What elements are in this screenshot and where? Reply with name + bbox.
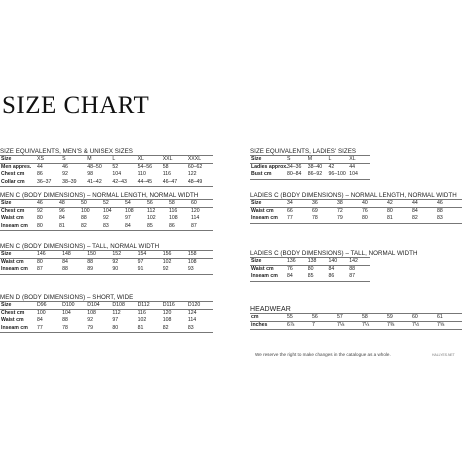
table-cell: 81	[138, 325, 163, 333]
table-cell: 7	[312, 322, 337, 330]
table-cell: 83	[188, 325, 213, 333]
table-cell: 7⅝	[437, 322, 462, 330]
table-cell: 156	[163, 251, 188, 259]
row-label: cm	[250, 314, 287, 322]
table-row	[0, 215, 213, 222]
table-cell: 112	[147, 208, 156, 215]
table-cell: 158	[188, 251, 213, 259]
row-label: Inseam cm	[250, 215, 287, 223]
table-cell: D96	[37, 302, 62, 310]
section-title: LADIES C (BODY DIMENSIONS) – TALL, NORMAL WIDTH	[250, 250, 418, 257]
table-header-row	[0, 156, 213, 164]
table-cell: 48–49	[188, 179, 213, 187]
table-cell: 97	[112, 317, 119, 324]
table-cell: 86	[169, 223, 191, 231]
section-title: SIZE EQUIVALENTS, MEN'S & UNISEX SIZES	[0, 148, 133, 155]
table-cell: 40	[362, 200, 387, 208]
table-cell: D116	[163, 302, 188, 310]
table-header-row	[250, 258, 370, 266]
table-cell: 7¼	[362, 322, 387, 330]
table-cell: 97	[125, 215, 131, 222]
table-cell: 80	[387, 208, 393, 215]
table-cell: 42	[328, 164, 335, 171]
table-cell: 48	[59, 200, 81, 208]
table-cell: D104	[87, 302, 112, 310]
row-label: Size	[250, 156, 287, 164]
table-cell: 104	[62, 310, 71, 317]
table-cell: 66	[287, 208, 293, 215]
table-cell: 78	[312, 215, 337, 223]
table-cell: XL	[138, 156, 163, 164]
table-cell: 79	[87, 325, 112, 333]
table-row	[0, 310, 213, 318]
table-cell: 100	[37, 310, 46, 317]
table-cell: 108	[187, 259, 197, 266]
table-cell: 80	[362, 215, 387, 223]
table-cell: 84	[412, 208, 418, 215]
table-cell: 58	[162, 164, 169, 171]
table-cell: 88	[81, 215, 87, 222]
section-headwear	[250, 306, 462, 330]
table-cell: 88	[62, 266, 87, 274]
table-cell: 7⅛	[337, 322, 362, 330]
table-cell: 34–36	[287, 164, 302, 171]
table-row	[0, 208, 213, 216]
table-cell: 110	[137, 171, 146, 178]
table-cell: 52	[103, 200, 125, 208]
table-cell: 86	[37, 171, 43, 178]
table-cell: 146	[37, 251, 62, 259]
table-cell: 120	[191, 208, 200, 215]
section-men-d-short-wide	[0, 294, 213, 333]
table-cell: 122	[187, 171, 197, 178]
table-row	[0, 266, 213, 274]
table-cell: 36	[312, 200, 337, 208]
table-cell: 69	[312, 208, 318, 215]
table-cell: 112	[112, 310, 121, 317]
section-title: LADIES C (BODY DIMENSIONS) – NORMAL LENGTH, NORMAL WIDTH	[250, 192, 457, 199]
table-row	[250, 164, 370, 172]
section-title: MEN D (BODY DIMENSIONS) – SHORT, WIDE	[0, 294, 134, 301]
table-row	[0, 223, 213, 231]
table-cell: 81	[387, 215, 412, 223]
table-cell: XL	[349, 156, 370, 164]
table-row	[0, 179, 213, 187]
table-cell: 92	[62, 171, 68, 178]
table-row	[250, 322, 462, 330]
table-cell: 83	[437, 215, 462, 223]
row-label: Waist cm	[1, 317, 24, 324]
row-label: Chest cm	[1, 208, 25, 215]
row-label: Waist cm	[1, 215, 24, 222]
section-ladies-c-tall	[250, 250, 462, 282]
table-cell: 88	[87, 259, 94, 266]
table-cell: 77	[287, 215, 312, 223]
table-cell: 92	[103, 215, 109, 222]
table-cell: 80	[112, 325, 137, 333]
table-cell: 84	[328, 266, 335, 273]
table-cell: 44–45	[138, 179, 163, 187]
table-cell: 97	[137, 259, 144, 266]
table-cell: D100	[62, 302, 87, 310]
table-cell: 41–42	[87, 179, 112, 187]
section-title: MEN C (BODY DIMENSIONS) – TALL, NORMAL WIDTH	[0, 243, 160, 250]
table-cell: XXL	[163, 156, 188, 164]
table-cell: 140	[329, 258, 350, 266]
size-table	[0, 199, 213, 231]
table-cell: 104	[103, 208, 112, 215]
table-cell: 88	[349, 266, 356, 273]
table-cell: 59	[387, 314, 412, 322]
section-ladies-size-equivalents	[250, 148, 462, 180]
table-cell: L	[112, 156, 137, 164]
table-cell: 93	[188, 266, 213, 274]
size-table	[0, 155, 213, 187]
section-title: HEADWEAR	[250, 306, 291, 313]
table-cell: 79	[337, 215, 362, 223]
table-cell: 36–37	[37, 179, 62, 187]
row-label: Collar cm	[0, 179, 37, 187]
row-label: Size	[0, 200, 37, 208]
table-cell: 96–100	[329, 171, 350, 179]
section-ladies-c-normal	[250, 192, 462, 224]
table-cell: D108	[112, 302, 137, 310]
table-cell: 42	[387, 200, 412, 208]
table-cell: 83	[103, 223, 125, 231]
table-cell: 46–47	[163, 179, 188, 187]
page-title: SIZE CHART	[2, 92, 150, 119]
table-cell: 58	[169, 200, 191, 208]
table-cell: 92	[112, 259, 119, 266]
table-cell: D120	[188, 302, 213, 310]
size-table	[250, 155, 370, 180]
table-header-row	[250, 314, 462, 322]
table-cell: 108	[169, 215, 178, 222]
table-cell: 38–40	[307, 164, 323, 171]
table-cell: 84	[62, 259, 68, 266]
row-label: Inseam cm	[250, 273, 287, 281]
table-cell: 82	[163, 325, 188, 333]
section-title: MEN C (BODY DIMENSIONS) – NORMAL LENGTH, NORMAL WIDTH	[0, 192, 199, 199]
table-cell: 56	[312, 314, 337, 322]
table-cell: 52	[112, 164, 119, 171]
table-cell: 102	[147, 215, 156, 222]
table-cell: 92	[37, 208, 43, 215]
table-cell: 138	[308, 258, 329, 266]
table-cell: 72	[337, 208, 343, 215]
table-header-row	[0, 302, 213, 310]
table-cell: 85	[147, 223, 169, 231]
table-cell: 142	[349, 258, 370, 266]
size-table	[0, 301, 213, 333]
size-table	[250, 257, 370, 282]
table-cell: 85	[308, 273, 329, 281]
row-label: inches	[250, 322, 287, 330]
table-cell: 100	[81, 208, 90, 215]
table-cell: 60	[191, 200, 213, 208]
table-header-row	[250, 156, 370, 164]
table-row	[250, 215, 462, 223]
table-cell: 88	[62, 317, 68, 324]
table-cell: 58	[362, 314, 387, 322]
table-cell: 87	[349, 273, 370, 281]
table-cell: 38–39	[62, 179, 87, 187]
footnote: We reserve the right to make changes in the catalogue as a whole.	[255, 352, 391, 357]
table-cell: 150	[87, 251, 112, 259]
section-men-c-normal	[0, 192, 213, 231]
table-cell: 46	[62, 164, 68, 171]
table-header-row	[0, 200, 213, 208]
table-cell: XXXL	[188, 156, 213, 164]
table-cell: 7½	[412, 322, 437, 330]
size-table	[250, 199, 462, 224]
table-row	[0, 259, 213, 267]
table-cell: M	[308, 156, 329, 164]
table-cell: 84	[59, 215, 65, 222]
table-cell: 102	[137, 317, 147, 324]
table-cell: 104	[112, 171, 122, 178]
row-label: Men appres.	[1, 164, 32, 171]
table-cell: 7⅜	[387, 322, 412, 330]
table-row	[250, 266, 370, 274]
table-cell: 108	[162, 317, 172, 324]
table-cell: 61	[437, 314, 462, 322]
table-cell: 116	[137, 310, 146, 317]
table-cell: 92	[87, 317, 94, 324]
table-cell: 89	[87, 266, 112, 274]
table-cell: 6⅞	[287, 322, 312, 330]
table-cell: 57	[337, 314, 362, 322]
brand-mark: HALLYES.NET	[432, 353, 455, 357]
table-cell: 48–50	[87, 164, 102, 171]
table-cell: 91	[138, 266, 163, 274]
table-cell: 98	[87, 171, 94, 178]
table-row	[250, 171, 370, 179]
table-cell: 114	[187, 317, 197, 324]
table-row	[0, 164, 213, 172]
row-label: Inseam cm	[0, 223, 37, 231]
table-cell: 38	[337, 200, 362, 208]
table-cell: S	[287, 156, 308, 164]
table-cell: 87	[191, 223, 213, 231]
table-cell: 46	[437, 200, 462, 208]
table-cell: 96	[59, 208, 65, 215]
table-cell: 60	[412, 314, 437, 322]
table-cell: 90	[112, 266, 137, 274]
row-label: Waist cm	[251, 208, 274, 215]
table-cell: 86	[329, 273, 350, 281]
table-cell: D112	[138, 302, 163, 310]
table-cell: 80	[307, 266, 314, 273]
table-cell: 124	[187, 310, 197, 317]
table-cell: 77	[37, 325, 62, 333]
row-label: Size	[250, 258, 287, 266]
table-cell: 82	[81, 223, 103, 231]
section-men-c-tall	[0, 243, 213, 275]
table-cell: 84	[37, 317, 43, 324]
table-row	[0, 317, 213, 324]
table-cell: 88	[437, 208, 443, 215]
size-table	[0, 250, 213, 275]
table-cell: 80	[37, 223, 59, 231]
row-label: Size	[250, 200, 287, 208]
table-cell: 116	[169, 208, 178, 215]
row-label: Chest cm	[1, 171, 25, 178]
table-cell: 44	[412, 200, 437, 208]
table-cell: L	[329, 156, 350, 164]
table-cell: 136	[287, 258, 308, 266]
table-cell: 76	[362, 208, 368, 215]
row-label: Size	[0, 156, 37, 164]
table-row	[0, 325, 213, 333]
row-label: Size	[0, 302, 37, 310]
table-cell: 108	[125, 208, 134, 215]
row-label: Inseam cm	[0, 266, 37, 274]
size-table	[250, 313, 462, 330]
table-cell: 60–62	[187, 164, 203, 171]
table-cell: 154	[138, 251, 163, 259]
table-cell: 34	[287, 200, 312, 208]
table-cell: 46	[37, 200, 59, 208]
table-header-row	[250, 200, 462, 208]
table-cell: 104	[349, 171, 370, 179]
table-cell: 81	[59, 223, 81, 231]
table-cell: 82	[412, 215, 437, 223]
table-cell: M	[87, 156, 112, 164]
table-cell: 87	[37, 266, 62, 274]
table-cell: 56	[147, 200, 169, 208]
row-label: Bust cm	[250, 171, 287, 179]
table-cell: 54–56	[137, 164, 152, 171]
table-cell: 86–92	[308, 171, 329, 179]
table-cell: 152	[112, 251, 137, 259]
section-men-size-equivalents	[0, 148, 213, 187]
table-cell: 76	[287, 266, 293, 273]
section-title: SIZE EQUIVALENTS, LADIES' SIZES	[250, 148, 357, 155]
table-cell: 108	[87, 310, 96, 317]
table-header-row	[0, 251, 213, 259]
table-cell: S	[62, 156, 87, 164]
table-cell: 114	[191, 215, 200, 222]
row-label: Ladies approx.	[251, 164, 288, 171]
table-cell: 44	[37, 164, 43, 171]
table-cell: 78	[62, 325, 87, 333]
row-label: Waist cm	[251, 266, 274, 273]
row-label: Size	[0, 251, 37, 259]
table-cell: 80	[37, 215, 43, 222]
table-cell: 84	[125, 223, 147, 231]
table-row	[0, 171, 213, 178]
table-cell: 102	[162, 259, 172, 266]
table-cell: 54	[125, 200, 147, 208]
table-cell: 148	[62, 251, 87, 259]
row-label: Waist cm	[1, 259, 24, 266]
table-cell: 55	[287, 314, 312, 322]
table-row	[250, 208, 462, 216]
table-cell: 50	[81, 200, 103, 208]
table-cell: 120	[162, 310, 172, 317]
table-cell: 80	[37, 259, 43, 266]
table-cell: XS	[37, 156, 62, 164]
row-label: Chest cm	[1, 310, 25, 317]
table-cell: 44	[349, 164, 356, 171]
table-cell: 80–84	[287, 171, 308, 179]
table-cell: 42–43	[112, 179, 137, 187]
row-label: Inseam cm	[0, 325, 37, 333]
table-row	[250, 273, 370, 281]
table-cell: 116	[162, 171, 171, 178]
table-cell: 84	[287, 273, 308, 281]
table-cell: 92	[163, 266, 188, 274]
